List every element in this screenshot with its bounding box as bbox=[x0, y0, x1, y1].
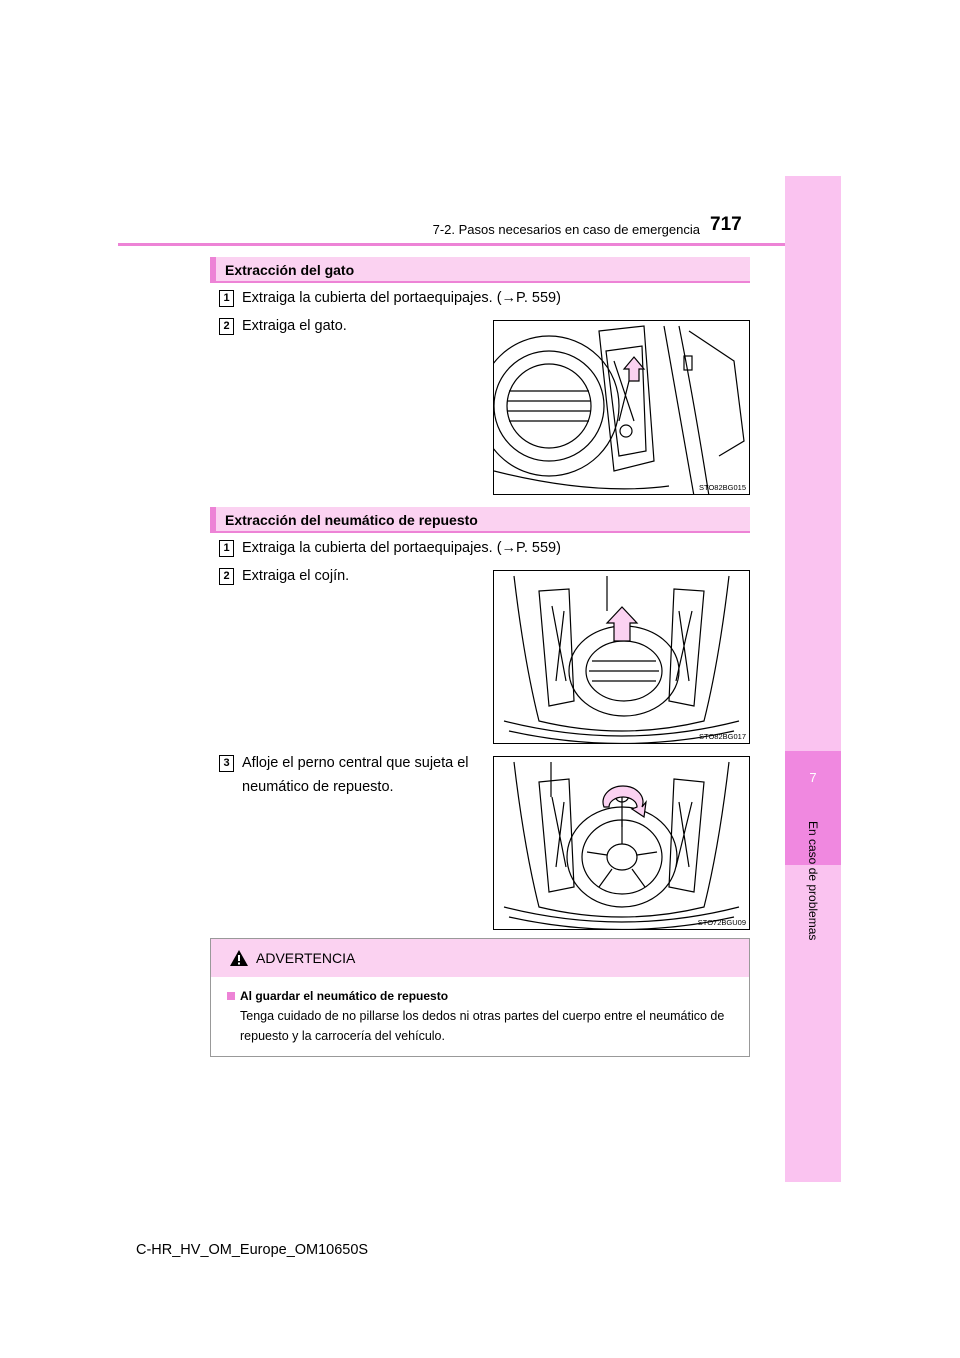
jack-illustration bbox=[494, 321, 750, 495]
step-number: 1 bbox=[219, 290, 234, 307]
section-heading-spare-tire bbox=[210, 507, 750, 533]
step-number: 2 bbox=[219, 568, 234, 585]
figure-cushion-removal bbox=[493, 570, 750, 744]
bullet-square-icon bbox=[227, 992, 235, 1000]
figure-loosen-bolt bbox=[493, 756, 750, 930]
side-tab-upper bbox=[785, 176, 841, 751]
footer-doc-id: C-HR_HV_OM_Europe_OM10650S bbox=[136, 1242, 369, 1258]
warning-title: ADVERTENCIA bbox=[256, 950, 356, 966]
step-text: Extraiga la cubierta del portaequipajes. (→P. 559) bbox=[242, 290, 561, 306]
step-text-line: neumático de repuesto. bbox=[242, 779, 394, 795]
cushion-illustration bbox=[494, 571, 750, 744]
warning-box bbox=[210, 938, 750, 1057]
header-divider bbox=[118, 243, 785, 246]
section-title: Extracción del gato bbox=[225, 262, 355, 278]
step-text: Extraiga el gato. bbox=[242, 318, 347, 334]
spare-tire-illustration bbox=[494, 757, 750, 930]
step-text: Extraiga la cubierta del portaequipajes. (→P. 559) bbox=[242, 540, 561, 556]
step-text: Extraiga el cojín. bbox=[242, 568, 350, 584]
section-title: Extracción del neumático de repuesto bbox=[225, 512, 478, 528]
step-number: 2 bbox=[219, 318, 234, 335]
chapter-title: En caso de problemas bbox=[806, 821, 820, 941]
step-number: 1 bbox=[219, 540, 234, 557]
warning-subtitle bbox=[227, 989, 448, 1003]
figure-code: STO82BG017 bbox=[699, 732, 746, 741]
step-number: 3 bbox=[219, 755, 234, 772]
figure-code: STO82BG015 bbox=[699, 483, 746, 492]
page-number: 717 bbox=[710, 214, 742, 235]
warning-subtitle-text: Al guardar el neumático de repuesto bbox=[240, 989, 449, 1003]
warning-triangle-icon bbox=[229, 949, 249, 967]
warning-header bbox=[211, 939, 749, 977]
figure-code: STO72BGU09 bbox=[697, 918, 746, 927]
step-text bbox=[242, 751, 469, 799]
chapter-number: 7 bbox=[809, 770, 817, 785]
figure-jack-removal bbox=[493, 320, 750, 495]
step-text-line: Afloje el perno central que sujeta el bbox=[242, 755, 469, 771]
section-heading-jack bbox=[210, 257, 750, 283]
warning-body: Tenga cuidado de no pillarse los dedos ni otras partes del cuerpo entre el neumático de repuesto y la carrocería del vehículo. bbox=[240, 1009, 725, 1043]
header-section-title: 7-2. Pasos necesarios en caso de emergencia bbox=[432, 222, 700, 237]
